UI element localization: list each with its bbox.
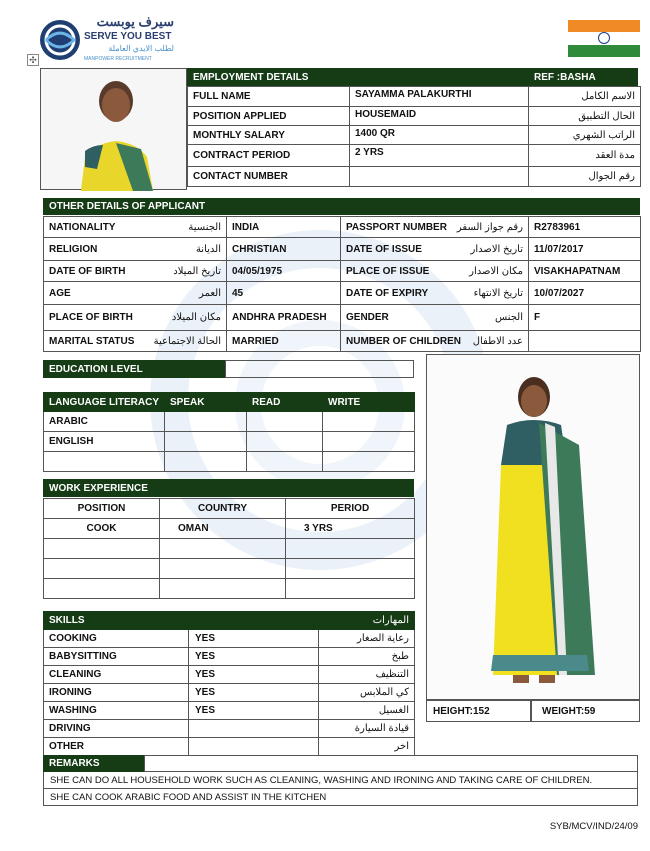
language-row (44, 412, 415, 432)
portrait-figure (41, 69, 188, 191)
employment-row (188, 126, 641, 145)
other-field-1-label-ar: العمر (199, 287, 221, 299)
work-cell (286, 579, 415, 599)
employment-value: HOUSEMAID (350, 107, 529, 126)
brand-name-ar: سيرف يوبست (96, 14, 174, 29)
language-row (44, 432, 415, 452)
employment-header: EMPLOYMENT DETAILS (187, 68, 528, 86)
skill-row (44, 720, 415, 738)
work-cell (44, 539, 160, 559)
skill-label: COOKING (44, 630, 189, 648)
ref-code: REF :BASHA (528, 68, 638, 86)
work-table (43, 498, 415, 599)
move-handle-icon[interactable]: ✣ (27, 54, 39, 66)
language-cell (165, 432, 247, 452)
skill-label-ar: الغسيل (319, 702, 415, 720)
work-row (44, 519, 415, 539)
brand-sub-en: MANPOWER RECRUITMENT (84, 56, 152, 62)
employment-value (350, 167, 529, 187)
work-cell: 3 YRS (286, 519, 415, 539)
skill-label: WASHING (44, 702, 189, 720)
other-field-1-label: AGE (49, 287, 71, 299)
skill-value: YES (189, 630, 319, 648)
work-cell (160, 579, 286, 599)
other-field-1-label: RELIGION (49, 243, 98, 255)
work-cell (160, 539, 286, 559)
other-value-1: MARRIED (227, 331, 341, 352)
employment-table (187, 86, 641, 187)
brand-name-en: SERVE YOU BEST (84, 31, 172, 42)
skill-label-ar: رعاية الصغار (319, 630, 415, 648)
other-field-1 (44, 331, 227, 352)
globe-icon (38, 18, 82, 62)
skill-row (44, 702, 415, 720)
work-cell (160, 559, 286, 579)
other-value-1: ANDHRA PRADESH (227, 305, 341, 331)
skill-label: DRIVING (44, 720, 189, 738)
other-field-1 (44, 282, 227, 305)
employment-label-ar: رقم الجوال (529, 167, 641, 187)
other-field-1-label-ar: الجنسية (188, 221, 221, 233)
work-cell (286, 559, 415, 579)
other-field-1-label-ar: الحالة الاجتماعية (153, 335, 221, 347)
other-field-2-label: GENDER (346, 312, 389, 323)
other-field-2-label: NUMBER OF CHILDREN (346, 335, 461, 347)
other-field-1-label-ar: الديانة (195, 243, 221, 255)
work-row (44, 579, 415, 599)
remarks-line-2: SHE CAN COOK ARABIC FOOD AND ASSIST IN THE KITCHEN (43, 789, 638, 806)
work-row (44, 539, 415, 559)
other-field-1-label: MARITAL STATUS (49, 335, 135, 347)
other-field-1 (44, 305, 227, 331)
other-details-table (43, 216, 641, 352)
other-value-2 (529, 331, 641, 352)
other-details-row (44, 331, 641, 352)
employment-row (188, 87, 641, 107)
other-details-row (44, 261, 641, 282)
employment-value: 1400 QR (350, 126, 529, 145)
other-field-2-label-ar: عدد الاطفال (472, 335, 523, 347)
footer-code: SYB/MCV/IND/24/09 (549, 821, 638, 832)
employment-label-ar: الاسم الكامل (529, 87, 641, 107)
other-value-2: VISAKHAPATNAM (529, 261, 641, 282)
language-header-cell: READ (247, 393, 323, 412)
other-field-2 (341, 331, 529, 352)
language-cell (247, 452, 323, 472)
employment-row (188, 167, 641, 187)
employment-label: CONTRACT PERIOD (188, 145, 350, 167)
skill-label-ar: طبخ (319, 648, 415, 666)
other-field-2-label: DATE OF EXPIRY (346, 287, 429, 299)
skills-header-row (44, 612, 415, 630)
remarks-header: REMARKS (43, 755, 144, 772)
other-field-1-label: PLACE OF BIRTH (49, 312, 133, 323)
other-value-2: R2783961 (529, 217, 641, 238)
other-field-1-label: DATE OF BIRTH (49, 265, 126, 277)
language-header-row (44, 393, 415, 412)
skill-label: CLEANING (44, 666, 189, 684)
flag-india-icon (568, 20, 640, 58)
other-field-2 (341, 217, 529, 238)
other-value-2: F (529, 305, 641, 331)
other-field-2 (341, 305, 529, 331)
language-cell: ARABIC (44, 412, 165, 432)
skill-row (44, 666, 415, 684)
height-value: HEIGHT:152 (426, 700, 531, 722)
language-cell (323, 452, 415, 472)
skill-row (44, 684, 415, 702)
other-field-1-label-ar: مكان الميلاد (171, 312, 221, 323)
applicant-full-photo (426, 354, 640, 700)
other-details-row (44, 305, 641, 331)
other-field-1 (44, 261, 227, 282)
work-experience-header: WORK EXPERIENCE (43, 479, 414, 497)
language-cell (323, 432, 415, 452)
skill-label: OTHER (44, 738, 189, 756)
skill-value: YES (189, 666, 319, 684)
language-cell (165, 452, 247, 472)
other-value-2: 10/07/2027 (529, 282, 641, 305)
other-field-2 (341, 282, 529, 305)
skill-value (189, 720, 319, 738)
skills-table (43, 611, 415, 756)
other-details-header: OTHER DETAILS OF APPLICANT (43, 198, 640, 215)
work-col-header: PERIOD (286, 499, 415, 519)
skill-label: BABYSITTING (44, 648, 189, 666)
skill-value: YES (189, 702, 319, 720)
other-value-1: 04/05/1975 (227, 261, 341, 282)
employment-value: 2 YRS (350, 145, 529, 167)
work-cell (44, 559, 160, 579)
other-details-row (44, 238, 641, 261)
language-cell (165, 412, 247, 432)
work-cell: COOK (44, 519, 160, 539)
other-details-row (44, 217, 641, 238)
language-header-cell: SPEAK (165, 393, 247, 412)
work-header-row (44, 499, 415, 519)
skills-header-ar: المهارات (319, 612, 415, 630)
skill-label-ar: قيادة السيارة (319, 720, 415, 738)
work-cell (286, 539, 415, 559)
other-field-2-label-ar: تاريخ الانتهاء (473, 287, 523, 299)
other-field-2-label: PASSPORT NUMBER (346, 221, 447, 233)
skill-row (44, 630, 415, 648)
other-field-2-label-ar: الجنس (494, 312, 523, 323)
employment-row (188, 107, 641, 126)
work-cell: OMAN (160, 519, 286, 539)
skill-label-ar: التنظيف (319, 666, 415, 684)
other-details-row (44, 282, 641, 305)
skill-label-ar: كي الملابس (319, 684, 415, 702)
brand-tag-ar: لطلب الايدي العاملة (108, 44, 174, 53)
employment-label-ar: الراتب الشهري (529, 126, 641, 145)
employment-row (188, 145, 641, 167)
language-cell (44, 452, 165, 472)
skill-row (44, 648, 415, 666)
language-header-cell: WRITE (323, 393, 415, 412)
employment-label: MONTHLY SALARY (188, 126, 350, 145)
employment-label: CONTACT NUMBER (188, 167, 350, 187)
other-field-2-label-ar: رقم جواز السفر (456, 221, 523, 233)
full-figure (427, 355, 641, 701)
language-table (43, 392, 415, 472)
other-value-1: INDIA (227, 217, 341, 238)
other-field-1 (44, 238, 227, 261)
other-field-2 (341, 261, 529, 282)
work-row (44, 559, 415, 579)
other-field-2-label-ar: تاريخ الاصدار (470, 243, 523, 255)
employment-label-ar: الحال التطبيق (529, 107, 641, 126)
other-field-1-label: NATIONALITY (49, 221, 116, 233)
skill-value (189, 738, 319, 756)
employment-label-ar: مدة العقد (529, 145, 641, 167)
language-cell (323, 412, 415, 432)
language-cell (247, 412, 323, 432)
employment-value: SAYAMMA PALAKURTHI (350, 87, 529, 107)
skills-header: SKILLS (44, 612, 319, 630)
other-field-1-label-ar: تاريخ الميلاد (173, 265, 221, 277)
other-value-1: CHRISTIAN (227, 238, 341, 261)
remarks-header-blank (144, 755, 638, 772)
language-row (44, 452, 415, 472)
language-header-cell: LANGUAGE LITERACY (44, 393, 165, 412)
brand-logo (38, 14, 174, 66)
other-value-1: 45 (227, 282, 341, 305)
skill-value: YES (189, 684, 319, 702)
other-value-2: 11/07/2017 (529, 238, 641, 261)
education-value (225, 360, 414, 378)
other-field-2-label: DATE OF ISSUE (346, 243, 422, 255)
language-cell: ENGLISH (44, 432, 165, 452)
skill-label-ar: اخر (319, 738, 415, 756)
work-col-header: COUNTRY (160, 499, 286, 519)
applicant-portrait-photo (40, 68, 187, 190)
remarks-line-1: SHE CAN DO ALL HOUSEHOLD WORK SUCH AS CLEANING, WASHING AND IRONING AND TAKING CARE OF CHILDREN. (43, 772, 638, 789)
other-field-2-label: PLACE OF ISSUE (346, 265, 430, 277)
skill-row (44, 738, 415, 756)
other-field-2-label-ar: مكان الاصدار (469, 265, 523, 277)
employment-label: POSITION APPLIED (188, 107, 350, 126)
other-field-1 (44, 217, 227, 238)
work-cell (44, 579, 160, 599)
other-field-2 (341, 238, 529, 261)
skill-value: YES (189, 648, 319, 666)
education-header: EDUCATION LEVEL (43, 360, 225, 378)
weight-value: WEIGHT:59 (531, 700, 640, 722)
work-col-header: POSITION (44, 499, 160, 519)
employment-label: FULL NAME (188, 87, 350, 107)
language-cell (247, 432, 323, 452)
skill-label: IRONING (44, 684, 189, 702)
